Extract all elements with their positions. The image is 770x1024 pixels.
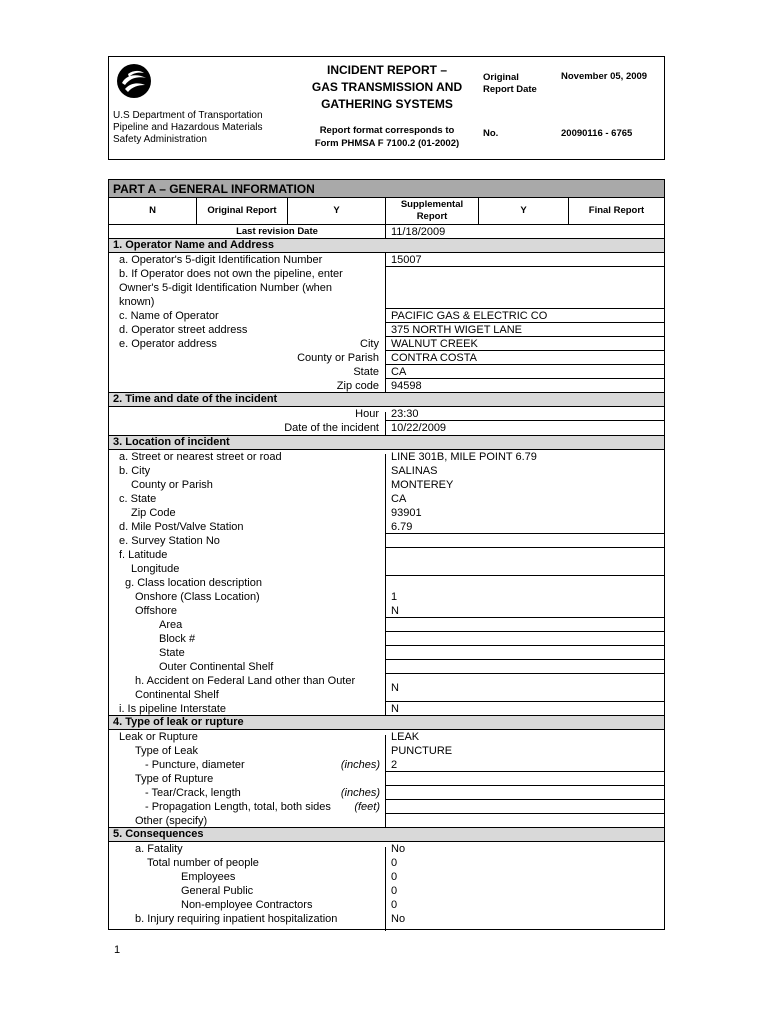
table-row: f. Latitude — [119, 549, 168, 561]
table-row: Area — [109, 618, 664, 632]
table-row: e. Survey Station No — [109, 534, 664, 548]
report-header — [108, 56, 665, 160]
last-revision-row — [109, 225, 664, 239]
table-row: a. Operator's 5-digit Identification Number 15007 — [109, 253, 664, 267]
table-row: e. Operator address City WALNUT CREEK — [109, 337, 664, 351]
table-row: b. City SALINAS — [119, 465, 438, 477]
table-row: Zip Code 93901 — [131, 507, 422, 519]
table-row: Total number of people 0 — [147, 857, 398, 869]
section-operator: 1. Operator Name and Address — [109, 239, 664, 253]
table-row: Employees 0 — [181, 871, 398, 883]
table-row: State — [109, 646, 664, 660]
section-time-date: 2. Time and date of the incident — [109, 392, 664, 407]
table-row: State CA — [109, 365, 664, 379]
table-row: Onshore (Class Location) 1 — [135, 591, 398, 603]
table-row: d. Operator street address 375 NORTH WIGET LANE — [109, 323, 664, 337]
table-row: b. If Operator does not own the pipeline, enter Owner's 5-digit Identification Number (when known) — [109, 267, 664, 309]
dot-logo-icon — [116, 63, 152, 99]
table-row: d. Mile Post/Valve Station 6.79 — [109, 520, 664, 534]
original-report-date-label: Original Report Date — [483, 72, 537, 95]
table-row: h. Accident on Federal Land other than Outer Continental Shelf N — [109, 674, 664, 702]
table-row: i. Is pipeline Interstate N — [119, 703, 399, 715]
table-row: - Puncture, diameter (inches) 2 — [109, 758, 664, 772]
table-row: Longitude — [109, 562, 664, 576]
table-row: a. Fatality No — [135, 843, 406, 855]
table-row: c. State CA — [119, 493, 407, 505]
table-row: g. Class location description — [125, 577, 262, 589]
table-row: Other (specify) — [135, 815, 208, 827]
original-report-cell: Original Report — [197, 198, 288, 224]
table-row: Date of the incident 10/22/2009 — [284, 422, 447, 434]
last-revision-label: Last revision Date — [236, 226, 318, 237]
table-row: County or Parish MONTEREY — [131, 479, 454, 491]
y-cell-1: Y — [288, 198, 386, 224]
supplemental-report-cell: Supplemental Report — [386, 198, 479, 224]
report-number-label: No. — [483, 128, 499, 139]
table-row: Leak or Rupture LEAK — [119, 731, 420, 743]
report-type-row — [109, 198, 664, 225]
format-note: Report format corresponds to Form PHMSA F 7100.2 (01-2002) — [314, 125, 460, 149]
table-row: Type of Rupture — [109, 772, 664, 786]
table-row: c. Name of Operator PACIFIC GAS & ELECTRIC CO — [109, 309, 664, 323]
original-report-date: November 05, 2009 — [561, 71, 648, 82]
page-number: 1 — [114, 944, 121, 956]
n-cell: N — [109, 198, 197, 224]
report-number: 20090116 - 6765 — [561, 128, 633, 139]
table-row: Offshore N — [109, 604, 664, 618]
table-row: - Propagation Length, total, both sides (feet) — [109, 800, 664, 814]
y-cell-2: Y — [479, 198, 569, 224]
final-report-cell: Final Report — [588, 205, 645, 216]
table-row: Block # — [109, 632, 664, 646]
table-row: Type of Leak PUNCTURE — [135, 745, 453, 757]
part-a-table — [108, 179, 665, 930]
section-location: 3. Location of incident — [109, 435, 664, 450]
agency-name: U.S Department of Transportation Pipeline and Hazardous Materials Safety Administration — [113, 110, 263, 145]
table-row: Zip code 94598 — [336, 380, 422, 392]
table-row: Hour 23:30 — [109, 407, 664, 421]
table-row: General Public 0 — [181, 885, 398, 897]
section-consequences: 5. Consequences — [109, 827, 664, 842]
table-row: a. Street or nearest street or road LINE 301B, MILE POINT 6.79 — [119, 451, 537, 463]
table-row: - Tear/Crack, length (inches) — [109, 786, 664, 800]
report-title: INCIDENT REPORT – GAS TRANSMISSION AND GATHERING SYSTEMS — [311, 63, 463, 111]
column-divider — [385, 225, 386, 239]
part-a-title: PART A – GENERAL INFORMATION — [109, 180, 664, 198]
table-row: County or Parish CONTRA COSTA — [109, 351, 664, 365]
table-row: Outer Continental Shelf — [109, 660, 664, 674]
table-row: b. Injury requiring inpatient hospitalization No — [135, 913, 406, 925]
last-revision-date: 11/18/2009 — [391, 226, 446, 238]
table-row: Non-employee Contractors 0 — [181, 899, 398, 911]
section-leak-type: 4. Type of leak or rupture — [109, 715, 664, 730]
